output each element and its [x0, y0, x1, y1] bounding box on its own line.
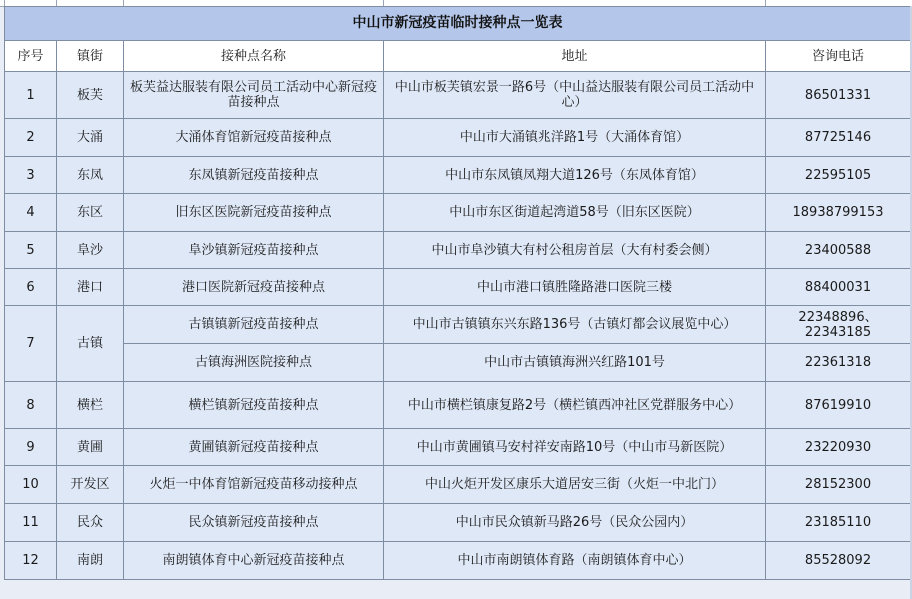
- cell-address[interactable]: 中山市东凤镇凤翔大道126号（东凤体育馆）: [384, 157, 766, 194]
- cell-site[interactable]: 港口医院新冠疫苗接种点: [124, 269, 384, 306]
- table-row: [5, 232, 911, 269]
- table-row: [5, 157, 911, 194]
- cell-address[interactable]: 中山市阜沙镇大有村公租房首层（大有村委会侧）: [384, 232, 766, 269]
- cell-phone[interactable]: 85528092: [766, 542, 911, 580]
- column-header-phone[interactable]: 咨询电话: [766, 41, 911, 72]
- cell-phone[interactable]: 88400031: [766, 269, 911, 306]
- column-header-address[interactable]: 地址: [384, 41, 766, 72]
- cell-site[interactable]: 阜沙镇新冠疫苗接种点: [124, 232, 384, 269]
- cell-address[interactable]: 中山市板芙镇宏景一路6号（中山益达服装有限公司员工活动中心）: [384, 72, 766, 119]
- table-row: [5, 382, 911, 429]
- column-header-town[interactable]: 镇街: [57, 41, 124, 72]
- table-row: [5, 269, 911, 306]
- cell-no[interactable]: 8: [5, 382, 57, 429]
- table-row: [5, 194, 911, 232]
- cell-phone[interactable]: 22361318: [766, 344, 911, 382]
- cell-no[interactable]: 12: [5, 542, 57, 580]
- cell-address[interactable]: 中山火炬开发区康乐大道居安三街（火炬一中北门）: [384, 466, 766, 504]
- cell-phone[interactable]: 87619910: [766, 382, 911, 429]
- cell-phone[interactable]: 23185110: [766, 504, 911, 542]
- cell-town[interactable]: 东区: [57, 194, 124, 232]
- table-title[interactable]: 中山市新冠疫苗临时接种点一览表: [5, 7, 911, 41]
- table-row: [5, 429, 911, 466]
- cell-address[interactable]: 中山市古镇镇东兴东路136号（古镇灯都会议展览中心）: [384, 306, 766, 344]
- cell-no[interactable]: 3: [5, 157, 57, 194]
- table-row: [5, 344, 911, 382]
- cell-site[interactable]: 古镇海洲医院接种点: [124, 344, 384, 382]
- vaccination-sites-table: [4, 6, 911, 580]
- cell-phone[interactable]: 22348896、22343185: [766, 306, 911, 344]
- column-header-site[interactable]: 接种点名称: [124, 41, 384, 72]
- cell-site[interactable]: 南朗镇体育中心新冠疫苗接种点: [124, 542, 384, 580]
- cell-town[interactable]: 古镇: [57, 306, 124, 382]
- cell-site[interactable]: 东凤镇新冠疫苗接种点: [124, 157, 384, 194]
- cell-phone[interactable]: 18938799153: [766, 194, 911, 232]
- cell-address[interactable]: 中山市东区街道起湾道58号（旧东区医院）: [384, 194, 766, 232]
- cell-town[interactable]: 开发区: [57, 466, 124, 504]
- cell-address[interactable]: 中山市横栏镇康复路2号（横栏镇西冲社区党群服务中心）: [384, 382, 766, 429]
- cell-site[interactable]: 古镇镇新冠疫苗接种点: [124, 306, 384, 344]
- cell-phone[interactable]: 28152300: [766, 466, 911, 504]
- cell-no[interactable]: 1: [5, 72, 57, 119]
- table-row: [5, 72, 911, 119]
- header-row: [5, 41, 911, 72]
- cell-town[interactable]: 黄圃: [57, 429, 124, 466]
- cell-phone[interactable]: 86501331: [766, 72, 911, 119]
- cell-site[interactable]: 旧东区医院新冠疫苗接种点: [124, 194, 384, 232]
- cell-town[interactable]: 民众: [57, 504, 124, 542]
- cell-no[interactable]: 7: [5, 306, 57, 382]
- cell-no[interactable]: 2: [5, 119, 57, 157]
- cell-address[interactable]: 中山市民众镇新马路26号（民众公园内）: [384, 504, 766, 542]
- cell-site[interactable]: 横栏镇新冠疫苗接种点: [124, 382, 384, 429]
- cell-phone[interactable]: 22595105: [766, 157, 911, 194]
- cell-phone[interactable]: 23220930: [766, 429, 911, 466]
- table-row: [5, 504, 911, 542]
- column-header-no[interactable]: 序号: [5, 41, 57, 72]
- cell-address[interactable]: 中山市港口镇胜隆路港口医院三楼: [384, 269, 766, 306]
- cell-site[interactable]: 民众镇新冠疫苗接种点: [124, 504, 384, 542]
- cell-no[interactable]: 4: [5, 194, 57, 232]
- cell-town[interactable]: 横栏: [57, 382, 124, 429]
- table-row: [5, 119, 911, 157]
- cell-site[interactable]: 火炬一中体育馆新冠疫苗移动接种点: [124, 466, 384, 504]
- cell-address[interactable]: 中山市南朗镇体育路（南朗镇体育中心）: [384, 542, 766, 580]
- cell-no[interactable]: 11: [5, 504, 57, 542]
- cell-no[interactable]: 6: [5, 269, 57, 306]
- table-row: [5, 542, 911, 580]
- cell-address[interactable]: 中山市古镇镇海洲兴红路101号: [384, 344, 766, 382]
- cell-address[interactable]: 中山市大涌镇兆洋路1号（大涌体育馆）: [384, 119, 766, 157]
- cell-town[interactable]: 东凤: [57, 157, 124, 194]
- cell-town[interactable]: 阜沙: [57, 232, 124, 269]
- cell-town[interactable]: 大涌: [57, 119, 124, 157]
- cell-site[interactable]: 板芙益达服装有限公司员工活动中心新冠疫苗接种点: [124, 72, 384, 119]
- cell-no[interactable]: 10: [5, 466, 57, 504]
- table-row: [5, 306, 911, 344]
- cell-town[interactable]: 南朗: [57, 542, 124, 580]
- cell-town[interactable]: 港口: [57, 269, 124, 306]
- cell-no[interactable]: 9: [5, 429, 57, 466]
- cell-site[interactable]: 黄圃镇新冠疫苗接种点: [124, 429, 384, 466]
- cell-town[interactable]: 板芙: [57, 72, 124, 119]
- cell-phone[interactable]: 87725146: [766, 119, 911, 157]
- cell-phone[interactable]: 23400588: [766, 232, 911, 269]
- cell-address[interactable]: 中山市黄圃镇马安村祥安南路10号（中山市马新医院）: [384, 429, 766, 466]
- table-row: [5, 466, 911, 504]
- cell-no[interactable]: 5: [5, 232, 57, 269]
- cell-site[interactable]: 大涌体育馆新冠疫苗接种点: [124, 119, 384, 157]
